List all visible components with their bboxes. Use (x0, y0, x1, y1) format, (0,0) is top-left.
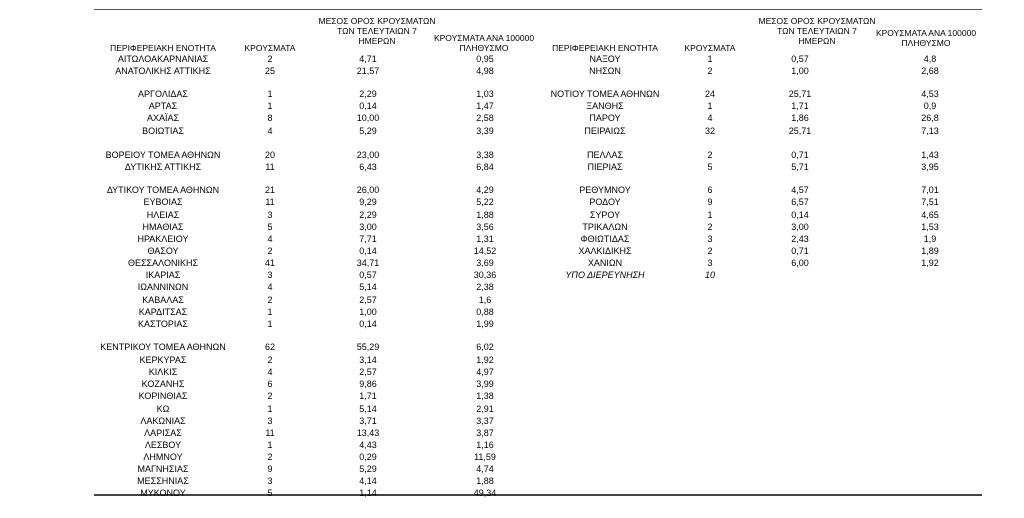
left-cell-cases: 62 (264, 342, 275, 352)
left-cell-avg: 9,86 (359, 379, 377, 389)
right-cell-avg: 5,71 (791, 162, 809, 172)
left-cell-avg: 5,14 (359, 282, 377, 292)
right-cell-avg: 1,86 (791, 113, 809, 123)
right-per100k-header (870, 28, 982, 48)
left-cases-header: ΚΡΟΥΣΜΑΤΑ (244, 43, 296, 53)
left-cell-cases: 3 (267, 210, 273, 220)
left-cell-per100k: 4,98 (476, 66, 494, 76)
left-cell-name: ΛΑΡΙΣΑΣ (144, 428, 182, 438)
left-cell-per100k: 6,02 (476, 342, 494, 352)
left-cell-name: ΗΡΑΚΛΕΙΟΥ (137, 234, 189, 244)
right-cell-avg: 6,57 (791, 197, 809, 207)
left-cell-avg: 0,14 (359, 319, 377, 329)
left-cell-cases: 25 (264, 66, 275, 76)
left-cell-per100k: 3,69 (476, 258, 494, 268)
left-cell-avg: 0,14 (359, 246, 377, 256)
left-cell-avg: 21,57 (356, 66, 380, 76)
right-cell-avg: 0,14 (791, 210, 809, 220)
left-cell-avg: 2,57 (359, 295, 377, 305)
left-cell-name: ΚΕΡΚΥΡΑΣ (139, 355, 187, 365)
right-cell-name: ΝΟΤΙΟΥ ΤΟΜΕΑ ΑΘΗΝΩΝ (550, 89, 660, 99)
left-cell-cases: 21 (264, 185, 275, 195)
right-cell-name: ΠΕΛΛΑΣ (586, 150, 624, 160)
left-cell-per100k: 1,03 (476, 89, 494, 99)
left-cell-per100k: 4,74 (476, 464, 494, 474)
right-cell-name: ΝΑΞΟΥ (589, 54, 621, 64)
left-cell-name: ΗΜΑΘΙΑΣ (142, 222, 184, 232)
right-cell-cases: 4 (707, 113, 713, 123)
right-cell-avg: 4,57 (791, 185, 809, 195)
left-cell-name: ΗΛΕΙΑΣ (146, 210, 180, 220)
left-cell-avg: 6,43 (359, 162, 377, 172)
left-cell-avg: 34,71 (356, 258, 380, 268)
left-cell-cases: 4 (267, 282, 273, 292)
left-cell-cases: 2 (267, 246, 273, 256)
left-cell-per100k: 3,87 (476, 428, 494, 438)
right-cell-per100k: 0,9 (923, 101, 937, 111)
left-cell-name: ΘΑΣΟΥ (147, 246, 179, 256)
right-cell-name: ΤΡΙΚΑΛΩΝ (582, 222, 628, 232)
left-cell-per100k: 1,92 (476, 355, 494, 365)
left-region-header: ΠΕΡΙΦΕΡΕΙΑΚΗ ΕΝΟΤΗΤΑ (110, 43, 216, 53)
right-avg-header-line3: ΗΜΕΡΩΝ (798, 36, 836, 46)
right-avg-header-line1: ΜΕΣΟΣ ΟΡΟΣ ΚΡΟΥΣΜΑΤΩΝ (758, 16, 876, 26)
left-avg-header-line3: ΗΜΕΡΩΝ (358, 36, 396, 46)
left-cell-avg: 1,71 (359, 391, 377, 401)
right-avg-header (758, 16, 876, 46)
left-cell-avg: 0,57 (359, 270, 377, 280)
left-cell-name: ΚΟΖΑΝΗΣ (141, 379, 185, 389)
right-cell-cases: 5 (707, 162, 713, 172)
left-cell-name: ΚΙΛΚΙΣ (148, 367, 178, 377)
left-cell-cases: 3 (267, 476, 273, 486)
right-cases-header: ΚΡΟΥΣΜΑΤΑ (684, 43, 736, 53)
right-region-header: ΠΕΡΙΦΕΡΕΙΑΚΗ ΕΝΟΤΗΤΑ (552, 43, 658, 53)
left-cell-avg: 3,14 (359, 355, 377, 365)
right-cell-name: ΣΥΡΟΥ (589, 210, 621, 220)
right-per100k-header-line2: ΠΛΗΘΥΣΜΟ (901, 38, 951, 48)
left-cell-name: ΑΙΤΩΛΟΑΚΑΡΝΑΝΙΑΣ (117, 54, 209, 64)
right-cell-per100k: 1,9 (923, 234, 937, 244)
left-cell-per100k: 1,38 (476, 391, 494, 401)
right-cell-cases: 3 (707, 258, 713, 268)
table-top-rule (94, 9, 982, 10)
right-cell-cases: 24 (704, 89, 715, 99)
left-cell-cases: 2 (267, 452, 273, 462)
right-cell-cases: 9 (707, 197, 713, 207)
right-cell-name: ΠΕΙΡΑΙΩΣ (584, 126, 626, 136)
left-cell-avg: 0,14 (359, 101, 377, 111)
left-cell-avg: 5,29 (359, 464, 377, 474)
left-cell-name: ΜΥΚΟΝΟΥ (140, 488, 186, 498)
right-cell-cases: 10 (704, 270, 715, 280)
left-cell-avg: 3,71 (359, 416, 377, 426)
right-cell-cases: 1 (707, 210, 713, 220)
left-cell-per100k: 1,16 (476, 440, 494, 450)
left-cell-cases: 5 (267, 488, 273, 498)
right-cell-name: ΡΟΔΟΥ (589, 197, 621, 207)
right-cell-avg: 2,43 (791, 234, 809, 244)
right-cell-per100k: 7,51 (921, 197, 939, 207)
left-cell-cases: 2 (267, 295, 273, 305)
left-avg-header (318, 16, 436, 46)
left-cell-per100k: 2,38 (476, 282, 494, 292)
right-cell-per100k: 1,89 (921, 246, 939, 256)
left-cell-name: ΘΕΣΣΑΛΟΝΙΚΗΣ (127, 258, 199, 268)
left-cell-name: ΙΩΑΝΝΙΝΩΝ (137, 282, 189, 292)
left-cell-avg: 4,43 (359, 440, 377, 450)
left-cell-name: ΑΧΑΪΑΣ (146, 113, 180, 123)
right-cell-name: ΝΗΣΩΝ (589, 66, 621, 76)
left-cell-name: ΒΟΡΕΙΟΥ ΤΟΜΕΑ ΑΘΗΝΩΝ (105, 150, 221, 160)
left-cell-per100k: 6,84 (476, 162, 494, 172)
left-cell-name: ΚΑΡΔΙΤΣΑΣ (138, 307, 188, 317)
left-cell-cases: 1 (267, 404, 273, 414)
right-cell-name: ΥΠΟ ΔΙΕΡΕΥΝΗΣΗ (565, 270, 645, 280)
left-cell-per100k: 4,97 (476, 367, 494, 377)
left-cell-avg: 13,43 (356, 428, 380, 438)
left-cell-cases: 1 (267, 307, 273, 317)
left-cell-avg: 23,00 (356, 150, 380, 160)
left-cell-avg: 9,29 (359, 197, 377, 207)
right-cell-per100k: 1,43 (921, 150, 939, 160)
right-cell-name: ΧΑΛΚΙΔΙΚΗΣ (578, 246, 632, 256)
left-per100k-header (432, 33, 536, 53)
left-cell-per100k: 11,59 (474, 452, 496, 462)
right-cell-cases: 6 (707, 185, 713, 195)
left-cell-avg: 2,57 (359, 367, 377, 377)
right-cell-per100k: 2,68 (921, 66, 939, 76)
right-cell-per100k: 4,8 (923, 54, 937, 64)
left-cell-cases: 1 (267, 89, 273, 99)
left-cell-per100k: 1,31 (476, 234, 494, 244)
left-cell-avg: 1,14 (359, 488, 377, 498)
right-cell-per100k: 4,65 (921, 210, 939, 220)
right-cell-avg: 0,71 (791, 150, 809, 160)
left-cell-per100k: 4,29 (476, 185, 494, 195)
left-cell-per100k: 0,95 (476, 54, 494, 64)
left-cell-avg: 0,29 (359, 452, 377, 462)
left-cell-cases: 6 (267, 379, 273, 389)
left-cell-avg: 4,14 (359, 476, 377, 486)
right-cell-cases: 2 (707, 222, 713, 232)
left-cell-avg: 4,71 (359, 54, 377, 64)
right-cell-cases: 32 (704, 126, 715, 136)
left-avg-header-line1: ΜΕΣΟΣ ΟΡΟΣ ΚΡΟΥΣΜΑΤΩΝ (318, 16, 436, 26)
left-cell-avg: 7,71 (359, 234, 377, 244)
left-cell-per100k: 49,34 (473, 488, 497, 498)
left-cell-avg: 1,00 (359, 307, 377, 317)
right-cell-name: ΠΙΕΡΙΑΣ (587, 162, 623, 172)
right-cell-cases: 1 (707, 101, 713, 111)
right-cell-cases: 2 (707, 246, 713, 256)
right-cell-avg: 25,71 (788, 126, 812, 136)
left-cell-name: ΑΡΓΟΛΙΔΑΣ (138, 89, 188, 99)
right-cell-name: ΧΑΝΙΩΝ (587, 258, 623, 268)
right-cell-per100k: 7,01 (921, 185, 939, 195)
left-cell-avg: 10,00 (356, 113, 380, 123)
left-cell-per100k: 14,52 (473, 246, 497, 256)
right-cell-avg: 0,57 (791, 54, 809, 64)
left-cell-name: ΛΗΜΝΟΥ (143, 452, 183, 462)
right-cell-per100k: 1,92 (921, 258, 939, 268)
left-cell-per100k: 3,99 (476, 379, 494, 389)
right-cell-name: ΠΑΡΟΥ (589, 113, 621, 123)
left-cell-cases: 3 (267, 270, 273, 280)
left-cell-avg: 5,29 (359, 126, 377, 136)
left-per100k-header-line2: ΠΛΗΘΥΣΜΟ (459, 43, 509, 53)
left-cell-name: ΔΥΤΙΚΗΣ ΑΤΤΙΚΗΣ (124, 162, 202, 172)
left-cell-avg: 2,29 (359, 89, 377, 99)
left-cell-per100k: 3,56 (476, 222, 494, 232)
left-cell-cases: 1 (267, 101, 273, 111)
left-cell-cases: 1 (267, 319, 273, 329)
right-cell-per100k: 7,13 (921, 126, 939, 136)
left-cell-per100k: 1,99 (476, 319, 494, 329)
left-cell-avg: 5,14 (359, 404, 377, 414)
left-cell-cases: 41 (264, 258, 275, 268)
right-cell-avg: 0,71 (791, 246, 809, 256)
right-per100k-header-line1: ΚΡΟΥΣΜΑΤΑ ΑΝΑ 100000 (875, 28, 977, 38)
left-cell-cases: 2 (267, 355, 273, 365)
left-cell-per100k: 1,88 (476, 210, 494, 220)
left-cell-cases: 3 (267, 416, 273, 426)
left-cell-cases: 9 (267, 464, 273, 474)
left-cell-cases: 1 (267, 440, 273, 450)
left-cell-per100k: 5,22 (476, 197, 494, 207)
left-cell-avg: 2,29 (359, 210, 377, 220)
left-cell-cases: 8 (267, 113, 273, 123)
left-cell-name: ΒΟΙΩΤΙΑΣ (142, 126, 184, 136)
left-cell-per100k: 30,36 (473, 270, 497, 280)
left-cell-per100k: 0,88 (476, 307, 494, 317)
right-cell-cases: 3 (707, 234, 713, 244)
left-cell-cases: 4 (267, 234, 273, 244)
left-cell-name: ΚΕΝΤΡΙΚΟΥ ΤΟΜΕΑ ΑΘΗΝΩΝ (100, 342, 226, 352)
right-cell-avg: 25,71 (788, 89, 812, 99)
left-cell-cases: 11 (265, 197, 275, 207)
left-cell-name: ΚΟΡΙΝΘΙΑΣ (138, 391, 188, 401)
left-cell-name: ΔΥΤΙΚΟΥ ΤΟΜΕΑ ΑΘΗΝΩΝ (106, 185, 220, 195)
left-cell-per100k: 2,58 (476, 113, 494, 123)
left-cell-name: ΚΑΒΑΛΑΣ (142, 295, 184, 305)
right-cell-avg: 3,00 (791, 222, 809, 232)
right-cell-per100k: 3,95 (921, 162, 939, 172)
right-cell-cases: 2 (707, 150, 713, 160)
right-cell-avg: 1,71 (791, 101, 809, 111)
left-cell-cases: 5 (267, 222, 273, 232)
left-cell-avg: 55,29 (356, 342, 380, 352)
left-cell-name: ΙΚΑΡΙΑΣ (145, 270, 181, 280)
left-cell-avg: 3,00 (359, 222, 377, 232)
left-cell-avg: 26,00 (356, 185, 380, 195)
left-cell-per100k: 3,38 (476, 150, 494, 160)
right-cell-name: ΡΕΘΥΜΝΟΥ (579, 185, 631, 195)
left-cell-cases: 11 (265, 428, 275, 438)
right-cell-cases: 1 (707, 54, 713, 64)
left-cell-cases: 4 (267, 126, 273, 136)
right-cell-per100k: 1,53 (921, 222, 939, 232)
left-cell-name: ΛΕΣΒΟΥ (144, 440, 182, 450)
left-cell-cases: 2 (267, 391, 273, 401)
left-cell-per100k: 1,88 (476, 476, 494, 486)
right-cell-per100k: 4,53 (921, 89, 939, 99)
left-cell-name: ΜΑΓΝΗΣΙΑΣ (137, 464, 189, 474)
right-cell-name: ΞΑΝΘΗΣ (586, 101, 624, 111)
left-cell-cases: 20 (264, 150, 275, 160)
left-cell-per100k: 3,39 (476, 126, 494, 136)
left-cell-per100k: 1,47 (476, 101, 494, 111)
right-cell-per100k: 26,8 (921, 113, 939, 123)
right-cell-avg: 1,00 (791, 66, 809, 76)
left-cell-name: ΑΝΑΤΟΛΙΚΗΣ ΑΤΤΙΚΗΣ (115, 66, 211, 76)
left-cell-name: ΑΡΤΑΣ (148, 101, 178, 111)
left-cell-per100k: 2,91 (476, 404, 494, 414)
left-cell-per100k: 1,6 (478, 295, 492, 305)
left-cell-name: ΕΥΒΟΙΑΣ (143, 197, 183, 207)
right-cell-name: ΦΘΙΩΤΙΔΑΣ (580, 234, 630, 244)
right-cell-avg: 6,00 (791, 258, 809, 268)
left-cell-cases: 2 (267, 54, 273, 64)
left-cell-name: ΛΑΚΩΝΙΑΣ (140, 416, 186, 426)
left-per100k-header-line1: ΚΡΟΥΣΜΑΤΑ ΑΝΑ 100000 (433, 33, 535, 43)
left-avg-header-line2: ΤΩΝ ΤΕΛΕΥΤΑΙΩΝ 7 (337, 26, 417, 36)
left-cell-name: ΚΩ (156, 404, 170, 414)
left-cell-cases: 11 (265, 162, 275, 172)
right-cell-cases: 2 (707, 66, 713, 76)
left-cell-per100k: 3,37 (476, 416, 494, 426)
left-cell-name: ΜΕΣΣΗΝΙΑΣ (137, 476, 189, 486)
left-cell-cases: 4 (267, 367, 273, 377)
left-cell-name: ΚΑΣΤΟΡΙΑΣ (138, 319, 188, 329)
right-avg-header-line2: ΤΩΝ ΤΕΛΕΥΤΑΙΩΝ 7 (777, 26, 857, 36)
